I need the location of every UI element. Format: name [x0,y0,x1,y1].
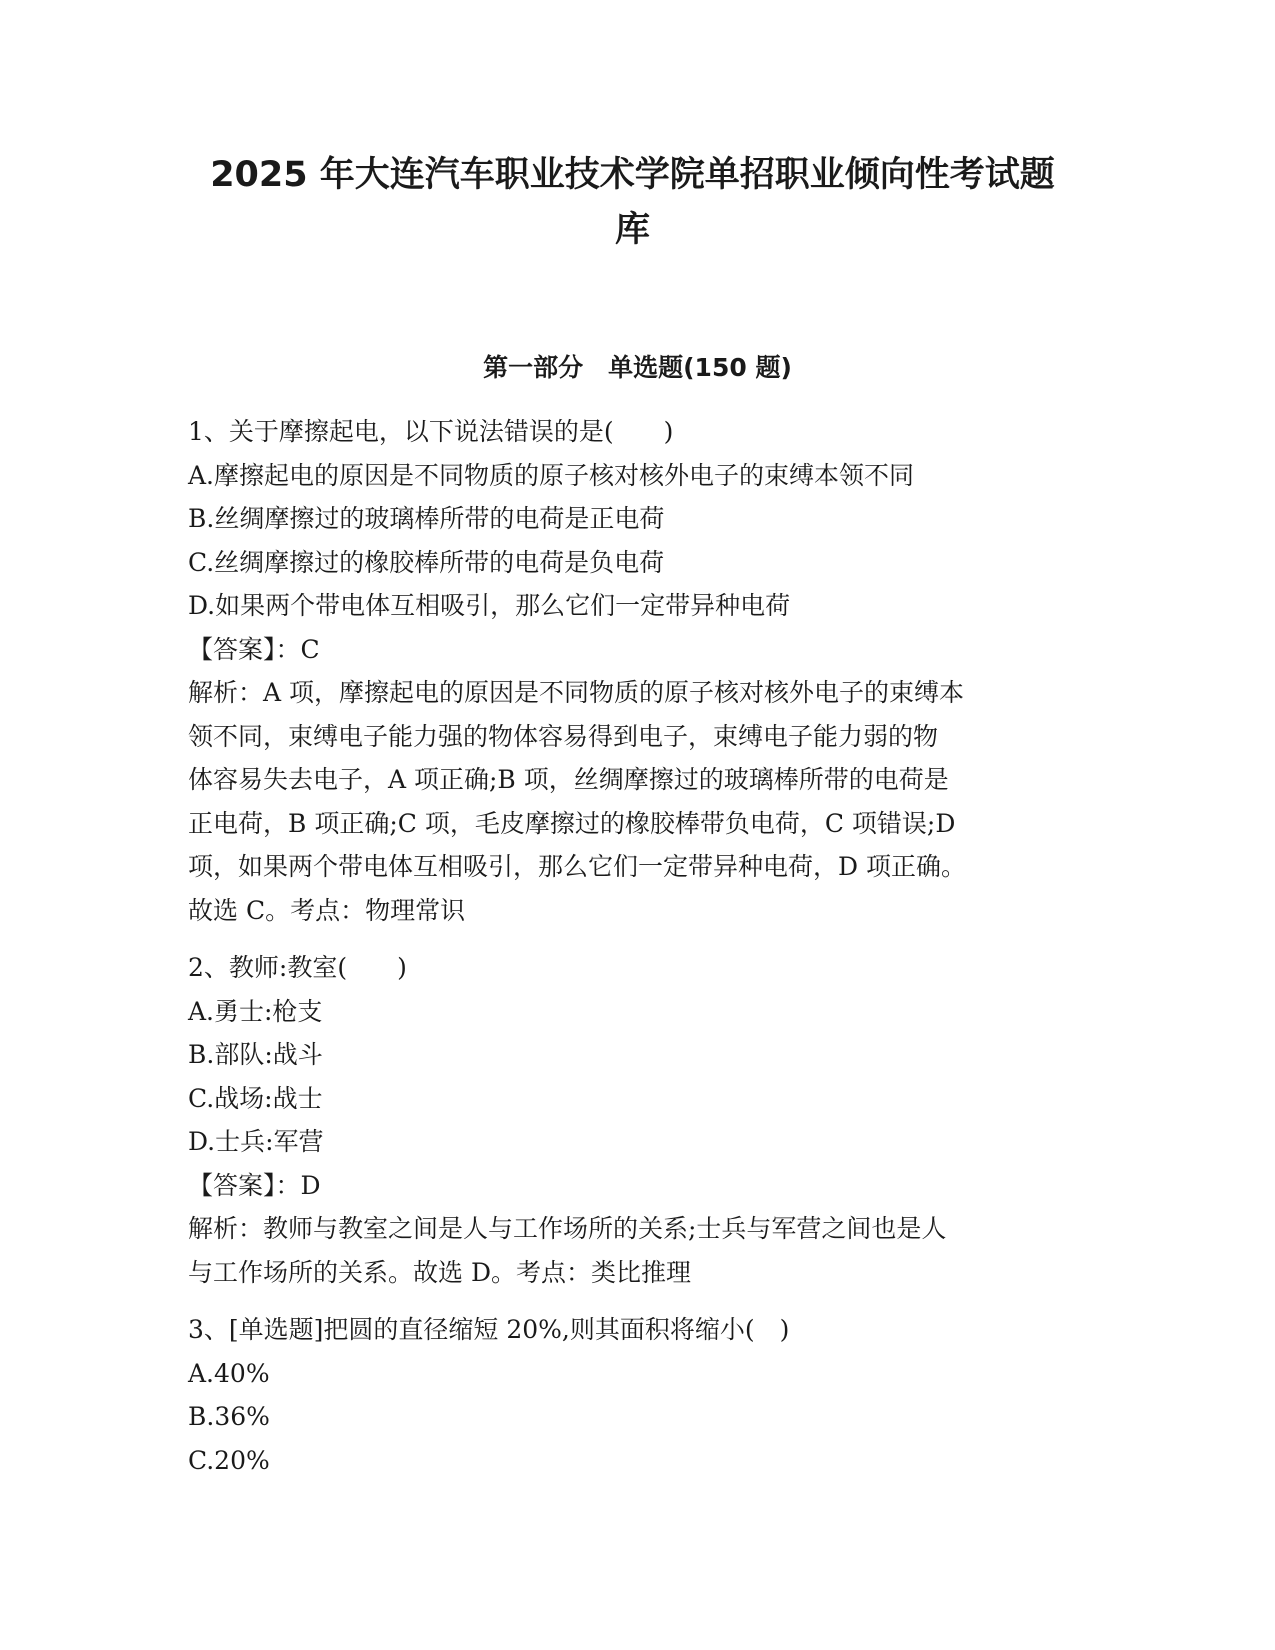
answer-label: 【答案】：C [188,634,320,664]
option-c: C.丝绸摩擦过的橡胶棒所带的电荷是负电荷 [188,547,665,577]
option-a: A.40% [188,1358,270,1388]
option-a: A.勇士:枪支 [188,996,323,1026]
analysis-line: 解析：教师与教室之间是人与工作场所的关系;士兵与军营之间也是人 [188,1214,947,1243]
spacer [188,1294,1088,1308]
option-a: A.摩擦起电的原因是不同物质的原子核对核外电子的束缚本领不同 [188,460,915,490]
option-b: B.丝绸摩擦过的玻璃棒所带的电荷是正电荷 [188,504,665,533]
question-stem: 2、教师:教室( ) [188,953,407,982]
analysis-line: 故选 C。考点：物理常识 [188,895,466,925]
option-c: C.战场:战士 [188,1083,323,1113]
title-line-2: 库 [614,210,650,250]
option-d: D.如果两个带电体互相吸引，那么它们一定带异种电荷 [188,591,791,620]
analysis-line: 体容易失去电子，A 项正确;B 项，丝绸摩擦过的玻璃棒所带的电荷是 [188,765,949,794]
analysis-line: 解析：A 项，摩擦起电的原因是不同物质的原子核对核外电子的束缚本 [188,678,965,707]
option-b: B.部队:战斗 [188,1040,323,1069]
answer-label: 【答案】：D [188,1170,321,1200]
question-2 [188,946,1088,1294]
spacer [188,932,1088,946]
option-c: C.20% [188,1445,270,1475]
analysis-line: 项，如果两个带电体互相吸引，那么它们一定带异种电荷，D 项正确。 [188,852,966,881]
question-stem: 1、关于摩擦起电，以下说法错误的是( ) [188,417,674,446]
title-line-1: 2025 年大连汽车职业技术学院单招职业倾向性考试题 [210,155,1055,195]
option-d: D.士兵:军营 [188,1127,324,1156]
document-title [190,148,1075,258]
question-1 [188,410,1088,932]
question-stem: 3、[单选题]把圆的直径缩短 20%,则其面积将缩小( ) [188,1315,790,1344]
section-heading: 第一部分 单选题(150 题) [483,353,792,382]
question-3 [188,1308,1088,1482]
analysis-line: 领不同，束缚电子能力强的物体容易得到电子，束缚电子能力弱的物 [188,721,939,751]
option-b: B.36% [188,1402,270,1431]
analysis-line: 正电荷，B 项正确;C 项，毛皮摩擦过的橡胶棒带负电荷，C 项错误;D [188,808,956,838]
analysis-line: 与工作场所的关系。故选 D。考点：类比推理 [188,1257,691,1287]
question-list [188,410,1088,1482]
